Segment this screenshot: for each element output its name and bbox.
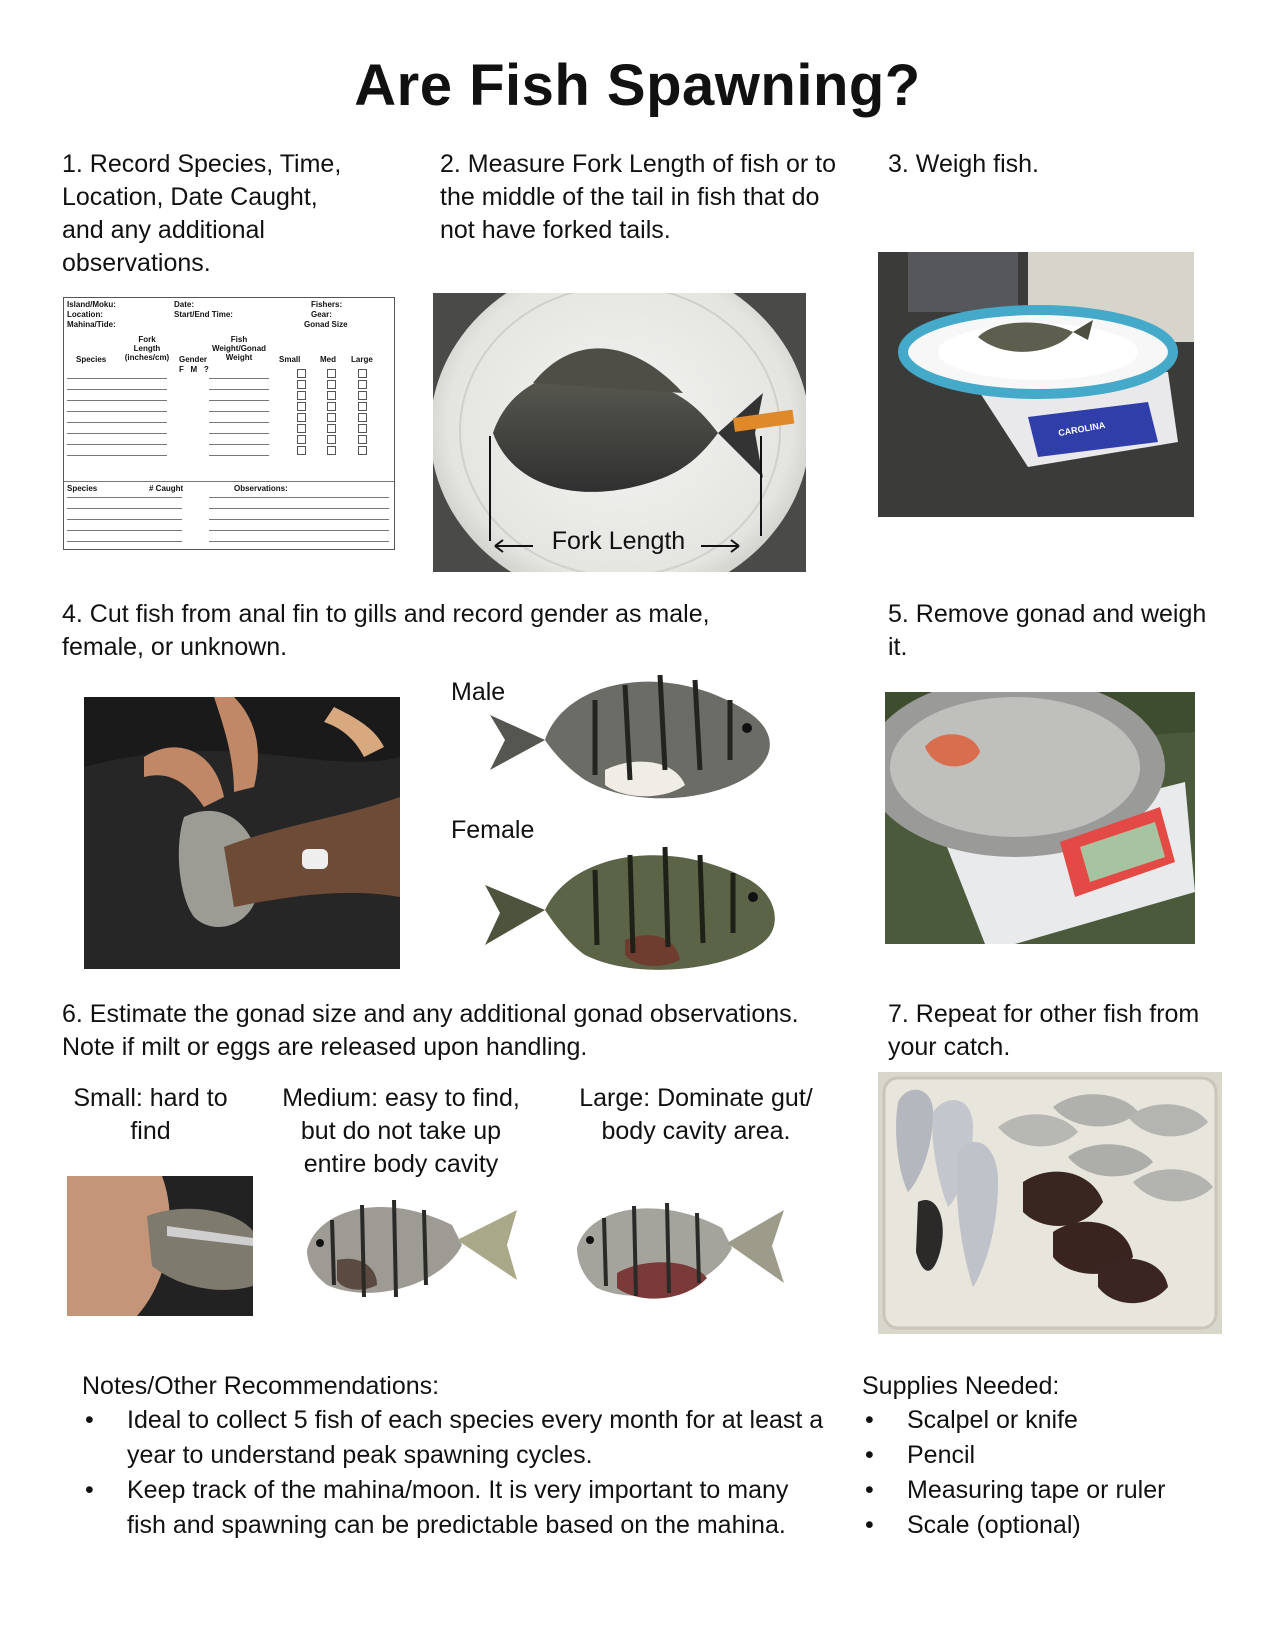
sheet-checkbox xyxy=(327,391,336,400)
sheet-col-gender: Gender xyxy=(179,355,208,364)
sheet-col-med: Med xyxy=(320,355,336,364)
supplies-item-scalpel: • Scalpel or knife xyxy=(862,1403,1252,1438)
page-title: Are Fish Spawning? xyxy=(354,53,921,118)
weighing-scale-photo xyxy=(878,252,1194,517)
medium-gonad-fish-image xyxy=(302,1185,522,1310)
female-fish-image xyxy=(475,835,790,980)
weighing-scale-illustration xyxy=(878,252,1194,517)
sheet-col-gender-sub: F M ? xyxy=(179,365,209,374)
male-label: Male xyxy=(451,678,506,706)
supplies-section xyxy=(862,1370,1252,1543)
sheet-checkbox xyxy=(327,435,336,444)
fork-length-label: Fork Length xyxy=(551,527,686,555)
sheet-col-small: Small xyxy=(279,355,301,364)
sheet-col-species: Species xyxy=(76,355,107,364)
sheet-rule-line xyxy=(209,541,389,542)
sheet-island-label: Island/Moku: xyxy=(67,300,116,309)
notes-item: • Keep track of the mahina/moon. It is very important to many fish and spawning can be predictable based on the mahina. xyxy=(82,1473,832,1543)
notes-list xyxy=(82,1403,832,1543)
cutting-fish-photo xyxy=(84,697,400,969)
supplies-item-scale: • Scale (optional) xyxy=(862,1508,1252,1543)
sheet-checkbox xyxy=(297,424,306,433)
sheet-rule-line xyxy=(209,508,389,509)
medium-gonad-fish-illustration xyxy=(302,1185,522,1310)
sheet-rule-line xyxy=(209,519,389,520)
sheet-checkbox xyxy=(358,402,367,411)
sheet-bottom-species: Species xyxy=(67,484,98,493)
sheet-checkbox xyxy=(327,424,336,433)
male-fish-illustration xyxy=(475,660,785,810)
sheet-location-label: Location: xyxy=(67,310,103,319)
fork-length-photo xyxy=(433,293,806,572)
sheet-col-large: Large xyxy=(351,355,373,364)
sheet-rule-line xyxy=(67,497,182,498)
sheet-rule-line xyxy=(209,411,269,412)
sheet-mahina-label: Mahina/Tide: xyxy=(67,320,116,329)
sheet-checkbox xyxy=(358,435,367,444)
sheet-rule-line xyxy=(67,530,182,531)
sheet-checkbox xyxy=(297,435,306,444)
sheet-checkbox xyxy=(358,413,367,422)
supplies-item-pencil: • Pencil xyxy=(862,1438,1252,1473)
step-7-text: 7. Repeat for other fish from your catch. xyxy=(888,1000,1200,1061)
sheet-checkbox xyxy=(297,391,306,400)
notes-item: • Ideal to collect 5 fish of each species every month for at least a year to understand peak spawning cycles. xyxy=(82,1403,832,1473)
sheet-rule-line xyxy=(67,433,167,434)
female-label: Female xyxy=(451,816,535,844)
sheet-checkbox xyxy=(327,369,336,378)
sheet-checkbox xyxy=(297,413,306,422)
sheet-checkbox xyxy=(358,369,367,378)
sheet-rule-line xyxy=(67,508,182,509)
gonad-weighing-photo xyxy=(885,692,1195,944)
sheet-checkbox xyxy=(297,446,306,455)
sheet-rule-line xyxy=(67,400,167,401)
catch-tray-photo xyxy=(878,1072,1222,1334)
sheet-checkbox xyxy=(358,446,367,455)
sheet-bottom-caught: # Caught xyxy=(149,484,184,493)
sheet-gonad-size-label: Gonad Size xyxy=(304,320,348,329)
sheet-rule-line xyxy=(209,455,269,456)
sheet-date-label: Date: xyxy=(174,300,195,309)
sheet-rule-line xyxy=(67,378,167,379)
sheet-rule-line xyxy=(209,389,269,390)
sheet-rule-line xyxy=(209,444,269,445)
sheet-bottom-observations: Observations: xyxy=(234,484,288,493)
record-sheet xyxy=(63,297,395,550)
sheet-rule-line xyxy=(209,400,269,401)
sheet-rule-line xyxy=(67,444,167,445)
sheet-checkbox xyxy=(358,424,367,433)
sheet-rule-line xyxy=(209,530,389,531)
size-small-label: Small: hard to find xyxy=(73,1084,228,1145)
sheet-checkbox xyxy=(297,402,306,411)
sheet-fishers-label: Fishers: xyxy=(311,300,343,309)
sheet-col-weight: Fish Weight/Gonad Weight xyxy=(211,335,267,362)
sheet-gear-label: Gear: xyxy=(311,310,332,319)
sheet-rule-line xyxy=(209,422,269,423)
notes-section xyxy=(82,1370,832,1543)
sheet-rule-line xyxy=(64,481,394,482)
gonad-weighing-illustration xyxy=(885,692,1195,944)
size-large-label: Large: Dominate gut/ body cavity area. xyxy=(579,1084,813,1145)
sheet-rule-line xyxy=(209,433,269,434)
size-medium-label: Medium: easy to find, but do not take up entire body cavity xyxy=(282,1084,520,1178)
supplies-item-measuring-tape: • Measuring tape or ruler xyxy=(862,1473,1252,1508)
step-2-text: 2. Measure Fork Length of fish or to the middle of the tail in fish that do not have forked tails. xyxy=(440,150,837,244)
supplies-heading: Supplies Needed: xyxy=(862,1372,1060,1400)
sheet-checkbox xyxy=(297,380,306,389)
step-1-text: 1. Record Species, Time, Location, Date Caught, and any additional observations. xyxy=(62,150,342,277)
sheet-checkbox xyxy=(297,369,306,378)
male-fish-image xyxy=(475,660,785,810)
supplies-list xyxy=(862,1403,1252,1543)
sheet-checkbox xyxy=(358,391,367,400)
sheet-checkbox xyxy=(327,402,336,411)
scale-brand-label: CAROLINA xyxy=(1057,419,1107,439)
sheet-time-label: Start/End Time: xyxy=(174,310,233,319)
sheet-rule-line xyxy=(67,541,182,542)
step-3-text: 3. Weigh fish. xyxy=(888,150,1040,178)
sheet-col-fork-length: Fork Length (inches/cm) xyxy=(124,335,170,362)
sheet-rule-line xyxy=(67,519,182,520)
step-5-text: 5. Remove gonad and weigh it. xyxy=(888,600,1207,661)
sheet-rule-line xyxy=(209,378,269,379)
female-fish-illustration xyxy=(475,835,790,980)
sheet-rule-line xyxy=(209,497,389,498)
sheet-checkbox xyxy=(327,380,336,389)
small-gonad-illustration xyxy=(67,1176,253,1316)
sheet-rule-line xyxy=(67,455,167,456)
sheet-rule-line xyxy=(67,422,167,423)
sheet-rule-line xyxy=(67,411,167,412)
step-4-text: 4. Cut fish from anal fin to gills and record gender as male, female, or unknown. xyxy=(62,600,710,661)
small-gonad-photo xyxy=(67,1176,253,1316)
sheet-checkbox xyxy=(358,380,367,389)
catch-tray-illustration xyxy=(878,1072,1222,1334)
cutting-fish-illustration xyxy=(84,697,400,969)
step-6-text: 6. Estimate the gonad size and any additional gonad observations. Note if milt or eggs are released upon handling. xyxy=(62,1000,799,1061)
sheet-rule-line xyxy=(67,389,167,390)
sheet-checkbox xyxy=(327,413,336,422)
notes-heading: Notes/Other Recommendations: xyxy=(82,1372,440,1400)
sheet-checkbox xyxy=(327,446,336,455)
large-gonad-fish-image xyxy=(572,1188,787,1313)
large-gonad-fish-illustration xyxy=(572,1188,787,1313)
